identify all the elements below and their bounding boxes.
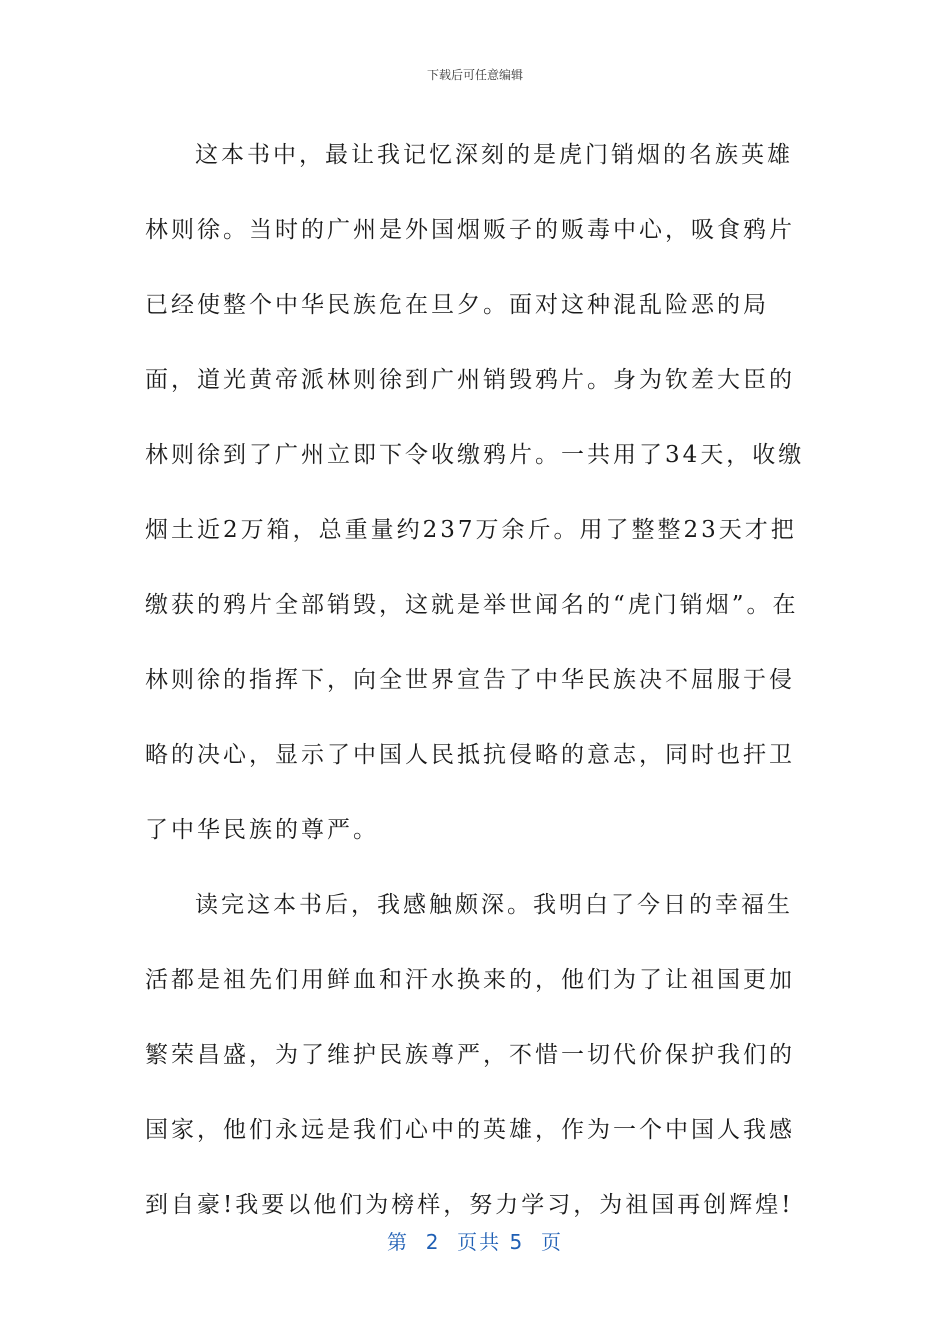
page-number: 第 2 页共 5 页 <box>387 1230 563 1254</box>
document-body <box>145 118 805 1243</box>
paragraph: 这本书中，最让我记忆深刻的是虎门销烟的名族英雄林则徐。当时的广州是外国烟贩子的贩毒中心，吸食鸦片已经使整个中华民族危在旦夕。面对这种混乱险恶的局面，道光黄帝派林则徐到广州销毁鸦片。身为钦差大臣的林则徐到了广州立即下令收缴鸦片。一共用了34天，收缴烟土近2万箱，总重量约237万余斤。用了整整23天才把缴获的鸦片全部销毁，这就是举世闻名的“虎门销烟”。在林则徐的指挥下，向全世界宣告了中华民族决不屈服于侵略的决心，显示了中国人民抵抗侵略的意志，同时也扞卫了中华民族的尊严。 <box>145 142 805 843</box>
page-header: 下载后可任意编辑 <box>426 68 523 82</box>
paragraph: 读完这本书后，我感触颇深。我明白了今日的幸福生活都是祖先们用鲜血和汗水换来的，他们为了让祖国更加繁荣昌盛，为了维护民族尊严，不惜一切代价保护我们的国家，他们永远是我们心中的英雄，作为一个中国人我感到自豪!我要以他们为榜样，努力学习，为祖国再创辉煌! <box>145 892 795 1218</box>
